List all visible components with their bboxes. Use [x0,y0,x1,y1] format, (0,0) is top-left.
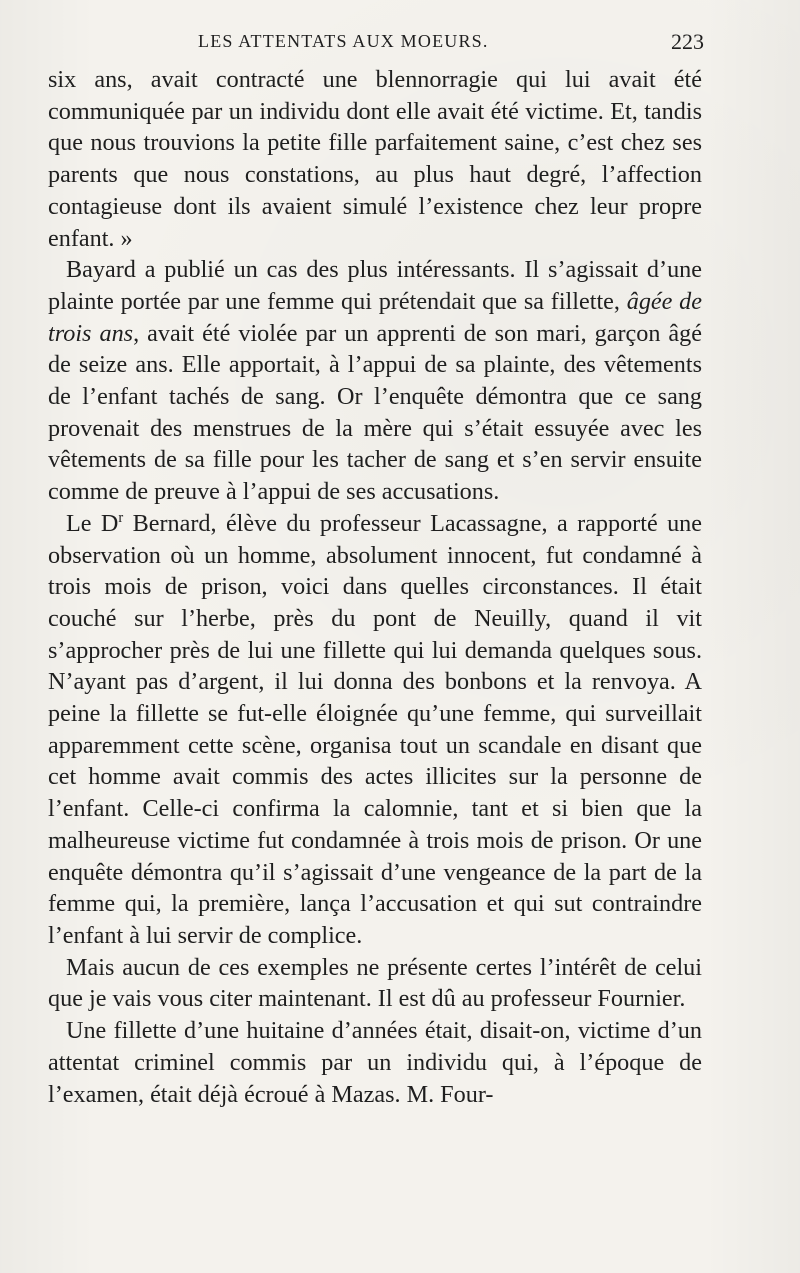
paragraph-3 [48,508,702,952]
paragraph-2-text-end: , avait été violée par un apprenti de son mari, garçon âgé de seize ans. Elle apportait, à l’appui de sa plainte, des vêtements de l’enfant tachés de sang. Or l’enquête démontra que ce sang provenait des menstrues de la mère qui s’était essuyée avec les vêtements de sa fille pour les tacher de sang et s’en servir ensuite comme de preuve à l’appui de ses accusations. [48,319,702,506]
paragraph-3-text-end: Bernard, élève du professeur Lacassagne, a rapporté une observation où un homme, absolument innocent, fut condamné à trois mois de prison, voici dans quelles circonstances. Il était couché sur l’herbe, près du pont de Neuilly, quand il vit s’approcher près de lui une fillette qui lui demanda quelques sous. N’ayant pas d’argent, il lui donna des bonbons et la renvoya. A peine la fillette se fut-elle éloignée qu’une femme, qui surveillait apparemment cette scène, organisa tout un scandale en disant que cet homme avait commis des actes illicites sur la personne de l’enfant. Celle-ci confirma la calomnie, tant et si bien que la malheureuse victime fut condamnée à trois mois de prison. Or une enquête démontra qu’il s’agissait d’une vengeance de la part de la femme qui, la première, lança l’accusation et qui sut contraindre l’enfant à lui servir de complice. [48,509,702,949]
page-number: 223 [671,29,704,54]
paragraph-4 [48,952,702,1015]
page-header [48,0,704,54]
running-head: LES ATTENTATS AUX MOEURS. [198,31,489,51]
paragraph-2-text-start: Bayard a publié un cas des plus intéressants. Il s’agissait d’une plainte portée par une femme qui prétendait que sa fillette, [48,256,702,315]
paragraph-3-text-start: Le D [66,509,119,537]
paragraph-5-text: Une fillette d’une huitaine d’années était, disait-on, victime d’un attentat criminel commis par un individu qui, à l’époque de l’examen, était déjà écroué à Mazas. M. Four- [48,1017,702,1108]
paragraph-5 [48,1015,702,1110]
paragraph-4-text: Mais aucun de ces exemples ne présente certes l’intérêt de celui que je vais vous citer maintenant. Il est dû au professeur Fournier. [48,953,702,1013]
paragraph-1-text: six ans, avait contracté une blennorragie qui lui avait été communiquée par un individu dont elle avait été victime. Et, tandis que nous trouvions la petite fille parfaitement saine, c’est chez ses parents que nous constations, au plus haut degré, l’affection contagieuse dont ils avaient simulé l’existence chez leur propre enfant. » [48,66,702,252]
paragraph-3-superscript: r [118,509,124,526]
paragraph-1 [48,64,702,254]
page-body [48,64,702,1110]
paragraph-2-italic-age: âgée de trois ans [48,287,702,347]
paragraph-2 [48,254,702,508]
